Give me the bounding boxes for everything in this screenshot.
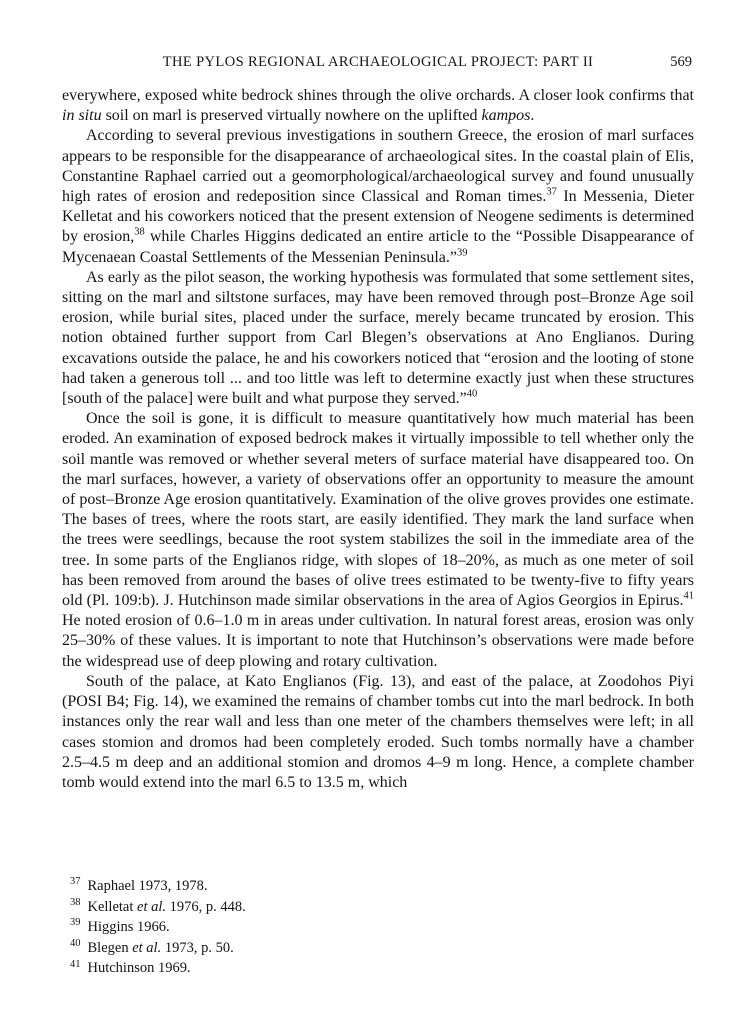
footnote-ref: 39 bbox=[457, 247, 468, 259]
body-paragraph bbox=[62, 409, 694, 672]
text-run: South of the palace, at Kato Englianos (Fig. 13), and east of the palace, at Zoodohos Piyi (POSI B4; Fig. 14), we examined the remains of chamber tombs cut into the marl bedrock. In both instances only the rear wall and less than one meter of the chambers themselves were left; in all cases stomion and dromos had been completely eroded. Such tombs normally have a chamber 2.5–4.5 m deep and an additional stomion and dromos 4–9 m long. Hence, a complete chamber tomb would extend into the marl 6.5 to 13.5 m, which bbox=[62, 672, 694, 791]
text-run: Blegen bbox=[87, 939, 133, 956]
page-number: 569 bbox=[670, 54, 692, 70]
text-run: everywhere, exposed white bedrock shines through the olive orchards. A closer look confirms that bbox=[62, 87, 694, 104]
body-paragraph bbox=[62, 86, 694, 126]
footnotes bbox=[62, 876, 694, 979]
body-text bbox=[62, 86, 694, 793]
footnote-number: 37 bbox=[70, 876, 81, 888]
footnote bbox=[62, 876, 694, 897]
text-run: et al. bbox=[132, 939, 162, 956]
footnote bbox=[62, 938, 694, 959]
text-run: 1973, p. 50. bbox=[161, 939, 234, 956]
footnote-ref: 37 bbox=[546, 186, 557, 198]
text-run: Raphael 1973, 1978. bbox=[87, 878, 208, 894]
footnote-number: 38 bbox=[70, 896, 81, 908]
body-paragraph bbox=[62, 268, 694, 409]
running-head bbox=[62, 54, 694, 71]
text-run: As early as the pilot season, the working hypothesis was formulated that some settlement sites, sitting on the marl and siltstone surfaces, may have been removed through post–Bronze Age soil erosion, while burial sites, placed under the surface, merely became truncated by erosion. This notion obtained further support from Carl Blegen’s observations at Ano Englianos. During excavations outside the palace, he and his coworkers noticed that “erosion and the looting of stone had taken a generous toll ... and too little was left to determine exactly just when these structures [south of the palace] were built and what purpose they served.” bbox=[62, 268, 694, 408]
text-run: Hutchinson 1969. bbox=[87, 960, 191, 977]
footnote-ref: 40 bbox=[466, 388, 478, 400]
text-run: et al. bbox=[137, 898, 167, 915]
footnote bbox=[62, 897, 694, 918]
footnote-number: 40 bbox=[70, 937, 81, 949]
footnote-ref: 38 bbox=[134, 227, 145, 239]
body-paragraph bbox=[62, 126, 694, 267]
text-run: According to several previous investigations in southern Greece, the erosion of marl surfaces appears to be responsible for the disappearance of archaeological sites. In the coastal plain of Elis, Constantine Raphael carried out a geomorphological/archaeological survey and found unusually high rates of erosion and redeposition since Classical and Roman times. bbox=[62, 127, 694, 206]
text-run: He noted erosion of 0.6–1.0 m in areas under cultivation. In natural forest areas, erosion was only 25–30% of these values. It is important to note that Hutchinson’s observations were made before the widespread use of deep plowing and rotary cultivation. bbox=[62, 612, 694, 670]
text-run: Once the soil is gone, it is difficult to measure quantitatively how much material has been eroded. An examination of exposed bedrock makes it virtually impossible to tell whether only the soil mantle was removed or whether several meters of surface material have disappeared too. On the marl surfaces, however, a variety of observations offer an opportunity to measure the amount of post–Bronze Age erosion quantitatively. Examination of the olive groves provides one estimate. The bases of trees, where the roots start, are easily identified. They mark the land surface when the trees were seedlings, because the root system stabilizes the soil in the immediate area of the tree. In some parts of the Englianos ridge, with slopes of 18–20%, as much as one meter of soil has been removed from around the bases of olive trees estimated to be twenty-five to fifty years old (Pl. 109:b). J. Hutchinson made similar observations in the area of Agios Georgios in Epirus. bbox=[62, 410, 694, 610]
text-run: Higgins 1966. bbox=[87, 919, 170, 936]
text-run: in situ bbox=[62, 107, 102, 125]
footnote-ref: 41 bbox=[683, 590, 694, 602]
footnote bbox=[62, 917, 694, 938]
text-run: In Messenia, Dieter Kelletat and his coworkers noticed that the present extension of Neogene sediments is determined by erosion, bbox=[62, 188, 694, 246]
body-paragraph bbox=[62, 672, 694, 793]
running-head-title: THE PYLOS REGIONAL ARCHAEOLOGICAL PROJECT: PART II bbox=[162, 54, 594, 70]
text-run: while Charles Higgins dedicated an entire article to the “Possible Disappearance of Mycenaean Coastal Settlements of the Messenian Peninsula.” bbox=[62, 228, 695, 266]
text-run: Kelletat bbox=[87, 898, 138, 915]
text-run: . bbox=[530, 107, 535, 125]
footnote bbox=[62, 958, 694, 979]
text-run: 1976, p. 448. bbox=[166, 898, 246, 915]
text-run: kampos bbox=[481, 107, 531, 125]
footnote-number: 41 bbox=[70, 958, 81, 970]
text-run: soil on marl is preserved virtually nowhere on the uplifted bbox=[101, 107, 482, 125]
footnote-number: 39 bbox=[70, 917, 81, 929]
